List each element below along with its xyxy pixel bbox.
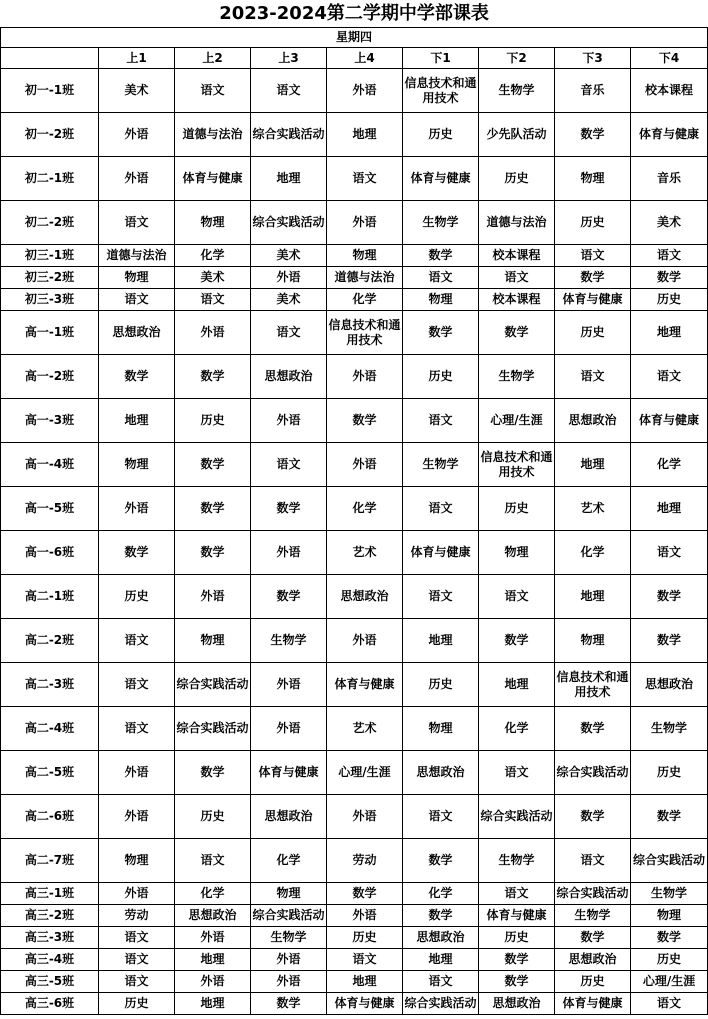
period-header-row — [1, 48, 708, 69]
class-name-cell: 高一-2班 — [1, 355, 99, 399]
subject-cell: 外语 — [99, 487, 175, 531]
subject-cell: 思想政治 — [403, 927, 479, 949]
subject-cell: 数学 — [479, 949, 555, 971]
subject-cell: 地理 — [403, 949, 479, 971]
subject-cell: 外语 — [327, 69, 403, 113]
class-name-cell: 高二-2班 — [1, 619, 99, 663]
subject-cell: 生物学 — [631, 707, 708, 751]
subject-cell: 物理 — [403, 707, 479, 751]
subject-cell: 校本课程 — [479, 245, 555, 267]
class-name-cell: 高三-5班 — [1, 971, 99, 993]
subject-cell: 外语 — [175, 927, 251, 949]
subject-cell: 劳动 — [327, 839, 403, 883]
table-row — [1, 971, 708, 993]
subject-cell: 数学 — [403, 311, 479, 355]
subject-cell: 数学 — [327, 883, 403, 905]
subject-cell: 体育与健康 — [175, 157, 251, 201]
class-name-cell: 高二-4班 — [1, 707, 99, 751]
day-header: 星期四 — [1, 28, 708, 48]
table-row — [1, 663, 708, 707]
table-row — [1, 201, 708, 245]
subject-cell: 数学 — [251, 993, 327, 1015]
subject-cell: 体育与健康 — [403, 531, 479, 575]
subject-cell: 美术 — [251, 289, 327, 311]
table-row — [1, 289, 708, 311]
table-row — [1, 795, 708, 839]
subject-cell: 语文 — [175, 289, 251, 311]
subject-cell: 语文 — [403, 795, 479, 839]
subject-cell: 语文 — [99, 619, 175, 663]
subject-cell: 体育与健康 — [555, 993, 631, 1015]
page-title: 2023-2024第二学期中学部课表 — [1, 0, 708, 28]
subject-cell: 美术 — [175, 267, 251, 289]
subject-cell: 外语 — [175, 311, 251, 355]
subject-cell: 历史 — [631, 289, 708, 311]
subject-cell: 外语 — [175, 575, 251, 619]
subject-cell: 历史 — [631, 949, 708, 971]
subject-cell: 美术 — [99, 69, 175, 113]
subject-cell: 数学 — [631, 267, 708, 289]
subject-cell: 外语 — [99, 113, 175, 157]
subject-cell: 语文 — [175, 69, 251, 113]
subject-cell: 数学 — [327, 399, 403, 443]
subject-cell: 生物学 — [479, 355, 555, 399]
subject-cell: 体育与健康 — [555, 289, 631, 311]
subject-cell: 综合实践活动 — [175, 663, 251, 707]
table-row — [1, 707, 708, 751]
class-name-cell: 高三-6班 — [1, 993, 99, 1015]
class-name-cell: 初三-1班 — [1, 245, 99, 267]
subject-cell: 体育与健康 — [631, 113, 708, 157]
subject-cell: 数学 — [251, 575, 327, 619]
subject-cell: 信息技术和通用技术 — [555, 663, 631, 707]
subject-cell: 外语 — [251, 663, 327, 707]
table-row — [1, 245, 708, 267]
subject-cell: 地理 — [175, 949, 251, 971]
subject-cell: 物理 — [99, 839, 175, 883]
subject-cell: 外语 — [251, 267, 327, 289]
subject-cell: 数学 — [479, 619, 555, 663]
table-row — [1, 311, 708, 355]
subject-cell: 历史 — [99, 993, 175, 1015]
subject-cell: 综合实践活动 — [251, 113, 327, 157]
subject-cell: 物理 — [251, 883, 327, 905]
table-row — [1, 619, 708, 663]
class-name-cell: 高二-7班 — [1, 839, 99, 883]
period-header: 上1 — [99, 48, 175, 69]
subject-cell: 历史 — [175, 399, 251, 443]
subject-cell: 历史 — [555, 971, 631, 993]
class-name-cell: 初一-2班 — [1, 113, 99, 157]
period-header: 下3 — [555, 48, 631, 69]
class-name-cell: 高一-4班 — [1, 443, 99, 487]
subject-cell: 劳动 — [99, 905, 175, 927]
subject-cell: 语文 — [403, 267, 479, 289]
subject-cell: 化学 — [403, 883, 479, 905]
subject-cell: 语文 — [99, 949, 175, 971]
subject-cell: 语文 — [555, 355, 631, 399]
subject-cell: 数学 — [403, 905, 479, 927]
subject-cell: 数学 — [99, 531, 175, 575]
subject-cell: 综合实践活动 — [403, 993, 479, 1015]
subject-cell: 语文 — [479, 267, 555, 289]
table-row — [1, 949, 708, 971]
subject-cell: 综合实践活动 — [251, 201, 327, 245]
subject-cell: 数学 — [175, 487, 251, 531]
class-name-cell: 高三-1班 — [1, 883, 99, 905]
subject-cell: 生物学 — [479, 839, 555, 883]
subject-cell: 艺术 — [327, 531, 403, 575]
subject-cell: 历史 — [555, 201, 631, 245]
subject-cell: 外语 — [251, 949, 327, 971]
subject-cell: 美术 — [251, 245, 327, 267]
subject-cell: 语文 — [479, 883, 555, 905]
subject-cell: 地理 — [327, 971, 403, 993]
subject-cell: 地理 — [403, 619, 479, 663]
subject-cell: 语文 — [631, 245, 708, 267]
table-row — [1, 267, 708, 289]
subject-cell: 外语 — [175, 971, 251, 993]
subject-cell: 数学 — [175, 355, 251, 399]
table-row — [1, 993, 708, 1015]
table-row — [1, 905, 708, 927]
period-header: 上4 — [327, 48, 403, 69]
subject-cell: 生物学 — [555, 905, 631, 927]
subject-cell: 地理 — [99, 399, 175, 443]
subject-cell: 思想政治 — [251, 795, 327, 839]
subject-cell: 语文 — [403, 575, 479, 619]
subject-cell: 数学 — [251, 487, 327, 531]
subject-cell: 体育与健康 — [403, 157, 479, 201]
subject-cell: 数学 — [555, 927, 631, 949]
subject-cell: 艺术 — [555, 487, 631, 531]
subject-cell: 外语 — [99, 795, 175, 839]
subject-cell: 心理/生涯 — [479, 399, 555, 443]
table-row — [1, 575, 708, 619]
class-name-cell: 高一-6班 — [1, 531, 99, 575]
table-row — [1, 443, 708, 487]
subject-cell: 外语 — [99, 751, 175, 795]
subject-cell: 化学 — [327, 289, 403, 311]
subject-cell: 心理/生涯 — [327, 751, 403, 795]
class-name-cell: 初一-1班 — [1, 69, 99, 113]
subject-cell: 化学 — [479, 707, 555, 751]
subject-cell: 历史 — [175, 795, 251, 839]
subject-cell: 化学 — [175, 245, 251, 267]
subject-cell: 地理 — [631, 487, 708, 531]
subject-cell: 数学 — [555, 113, 631, 157]
table-row — [1, 399, 708, 443]
subject-cell: 道德与法治 — [327, 267, 403, 289]
table-row — [1, 839, 708, 883]
class-name-cell: 高一-3班 — [1, 399, 99, 443]
subject-cell: 思想政治 — [479, 993, 555, 1015]
subject-cell: 历史 — [555, 311, 631, 355]
subject-cell: 化学 — [327, 487, 403, 531]
subject-cell: 数学 — [631, 575, 708, 619]
subject-cell: 数学 — [175, 751, 251, 795]
subject-cell: 外语 — [327, 355, 403, 399]
subject-cell: 生物学 — [479, 69, 555, 113]
subject-cell: 语文 — [403, 971, 479, 993]
subject-cell: 历史 — [403, 355, 479, 399]
subject-cell: 外语 — [251, 971, 327, 993]
subject-cell: 信息技术和通用技术 — [403, 69, 479, 113]
class-name-cell: 初三-2班 — [1, 267, 99, 289]
subject-cell: 体育与健康 — [327, 663, 403, 707]
table-row — [1, 113, 708, 157]
subject-cell: 生物学 — [631, 883, 708, 905]
subject-cell: 物理 — [555, 619, 631, 663]
class-name-cell: 初三-3班 — [1, 289, 99, 311]
class-name-cell: 高二-5班 — [1, 751, 99, 795]
subject-cell: 语文 — [631, 531, 708, 575]
subject-cell: 道德与法治 — [99, 245, 175, 267]
subject-cell: 地理 — [327, 113, 403, 157]
subject-cell: 综合实践活动 — [555, 883, 631, 905]
subject-cell: 历史 — [403, 663, 479, 707]
subject-cell: 语文 — [99, 971, 175, 993]
subject-cell: 语文 — [99, 201, 175, 245]
subject-cell: 心理/生涯 — [631, 971, 708, 993]
table-row — [1, 69, 708, 113]
subject-cell: 生物学 — [251, 927, 327, 949]
subject-cell: 数学 — [631, 927, 708, 949]
subject-cell: 音乐 — [631, 157, 708, 201]
period-header: 下1 — [403, 48, 479, 69]
subject-cell: 思想政治 — [555, 399, 631, 443]
subject-cell: 外语 — [327, 201, 403, 245]
class-name-cell: 初二-1班 — [1, 157, 99, 201]
subject-cell: 生物学 — [403, 443, 479, 487]
subject-cell: 外语 — [327, 905, 403, 927]
subject-cell: 综合实践活动 — [631, 839, 708, 883]
subject-cell: 信息技术和通用技术 — [479, 443, 555, 487]
subject-cell: 语文 — [555, 245, 631, 267]
subject-cell: 历史 — [631, 751, 708, 795]
subject-cell: 语文 — [479, 575, 555, 619]
corner-cell — [1, 48, 99, 69]
class-name-cell: 高二-6班 — [1, 795, 99, 839]
subject-cell: 地理 — [251, 157, 327, 201]
subject-cell: 艺术 — [327, 707, 403, 751]
subject-cell: 化学 — [555, 531, 631, 575]
subject-cell: 外语 — [327, 443, 403, 487]
subject-cell: 生物学 — [251, 619, 327, 663]
subject-cell: 外语 — [327, 619, 403, 663]
subject-cell: 语文 — [631, 355, 708, 399]
subject-cell: 数学 — [99, 355, 175, 399]
subject-cell: 校本课程 — [479, 289, 555, 311]
subject-cell: 物理 — [175, 201, 251, 245]
subject-cell: 物理 — [175, 619, 251, 663]
subject-cell: 语文 — [99, 663, 175, 707]
subject-cell: 历史 — [479, 927, 555, 949]
subject-cell: 外语 — [327, 795, 403, 839]
subject-cell: 美术 — [631, 201, 708, 245]
subject-cell: 外语 — [99, 157, 175, 201]
subject-cell: 思想政治 — [175, 905, 251, 927]
subject-cell: 数学 — [555, 795, 631, 839]
subject-cell: 数学 — [631, 619, 708, 663]
class-name-cell: 高一-5班 — [1, 487, 99, 531]
subject-cell: 物理 — [631, 905, 708, 927]
subject-cell: 数学 — [555, 267, 631, 289]
table-row — [1, 751, 708, 795]
subject-cell: 历史 — [403, 113, 479, 157]
subject-cell: 数学 — [175, 531, 251, 575]
table-row — [1, 531, 708, 575]
subject-cell: 地理 — [175, 993, 251, 1015]
subject-cell: 语文 — [99, 927, 175, 949]
subject-cell: 综合实践活动 — [175, 707, 251, 751]
subject-cell: 物理 — [327, 245, 403, 267]
subject-cell: 生物学 — [403, 201, 479, 245]
subject-cell: 数学 — [479, 311, 555, 355]
subject-cell: 历史 — [479, 487, 555, 531]
subject-cell: 历史 — [327, 927, 403, 949]
subject-cell: 语文 — [251, 443, 327, 487]
subject-cell: 外语 — [251, 531, 327, 575]
subject-cell: 综合实践活动 — [555, 751, 631, 795]
subject-cell: 化学 — [175, 883, 251, 905]
class-name-cell: 初二-2班 — [1, 201, 99, 245]
table-row — [1, 927, 708, 949]
subject-cell: 历史 — [99, 575, 175, 619]
subject-cell: 外语 — [251, 707, 327, 751]
subject-cell: 综合实践活动 — [479, 795, 555, 839]
subject-cell: 思想政治 — [555, 949, 631, 971]
subject-cell: 外语 — [99, 883, 175, 905]
class-name-cell: 高一-1班 — [1, 311, 99, 355]
subject-cell: 体育与健康 — [251, 751, 327, 795]
subject-cell: 体育与健康 — [631, 399, 708, 443]
table-row — [1, 355, 708, 399]
subject-cell: 数学 — [479, 971, 555, 993]
subject-cell: 音乐 — [555, 69, 631, 113]
subject-cell: 物理 — [403, 289, 479, 311]
subject-cell: 语文 — [403, 399, 479, 443]
subject-cell: 数学 — [403, 839, 479, 883]
subject-cell: 语文 — [631, 993, 708, 1015]
period-header: 上3 — [251, 48, 327, 69]
subject-cell: 综合实践活动 — [251, 905, 327, 927]
subject-cell: 语文 — [99, 289, 175, 311]
subject-cell: 语文 — [403, 487, 479, 531]
subject-cell: 物理 — [555, 157, 631, 201]
subject-cell: 思想政治 — [631, 663, 708, 707]
subject-cell: 体育与健康 — [479, 905, 555, 927]
period-header: 下2 — [479, 48, 555, 69]
period-header: 上2 — [175, 48, 251, 69]
table-row — [1, 883, 708, 905]
subject-cell: 思想政治 — [327, 575, 403, 619]
subject-cell: 数学 — [631, 795, 708, 839]
class-name-cell: 高二-3班 — [1, 663, 99, 707]
subject-cell: 物理 — [479, 531, 555, 575]
subject-cell: 语文 — [251, 311, 327, 355]
subject-cell: 道德与法治 — [175, 113, 251, 157]
subject-cell: 物理 — [99, 443, 175, 487]
subject-cell: 思想政治 — [251, 355, 327, 399]
subject-cell: 历史 — [479, 157, 555, 201]
class-name-cell: 高二-1班 — [1, 575, 99, 619]
subject-cell: 语文 — [251, 69, 327, 113]
class-name-cell: 高三-4班 — [1, 949, 99, 971]
subject-cell: 数学 — [403, 245, 479, 267]
subject-cell: 体育与健康 — [327, 993, 403, 1015]
subject-cell: 地理 — [479, 663, 555, 707]
subject-cell: 外语 — [251, 399, 327, 443]
subject-cell: 道德与法治 — [479, 201, 555, 245]
subject-cell: 校本课程 — [631, 69, 708, 113]
subject-cell: 数学 — [175, 443, 251, 487]
subject-cell: 语文 — [327, 949, 403, 971]
subject-cell: 地理 — [555, 443, 631, 487]
subject-cell: 语文 — [327, 157, 403, 201]
subject-cell: 思想政治 — [403, 751, 479, 795]
table-row — [1, 157, 708, 201]
subject-cell: 物理 — [99, 267, 175, 289]
subject-cell: 地理 — [555, 575, 631, 619]
class-name-cell: 高三-2班 — [1, 905, 99, 927]
subject-cell: 语文 — [479, 751, 555, 795]
period-header: 下4 — [631, 48, 708, 69]
class-name-cell: 高三-3班 — [1, 927, 99, 949]
subject-cell: 思想政治 — [99, 311, 175, 355]
subject-cell: 少先队活动 — [479, 113, 555, 157]
subject-cell: 数学 — [555, 707, 631, 751]
subject-cell: 地理 — [631, 311, 708, 355]
subject-cell: 信息技术和通用技术 — [327, 311, 403, 355]
subject-cell: 化学 — [251, 839, 327, 883]
table-row — [1, 487, 708, 531]
subject-cell: 语文 — [99, 707, 175, 751]
subject-cell: 语文 — [175, 839, 251, 883]
subject-cell: 语文 — [555, 839, 631, 883]
subject-cell: 化学 — [631, 443, 708, 487]
